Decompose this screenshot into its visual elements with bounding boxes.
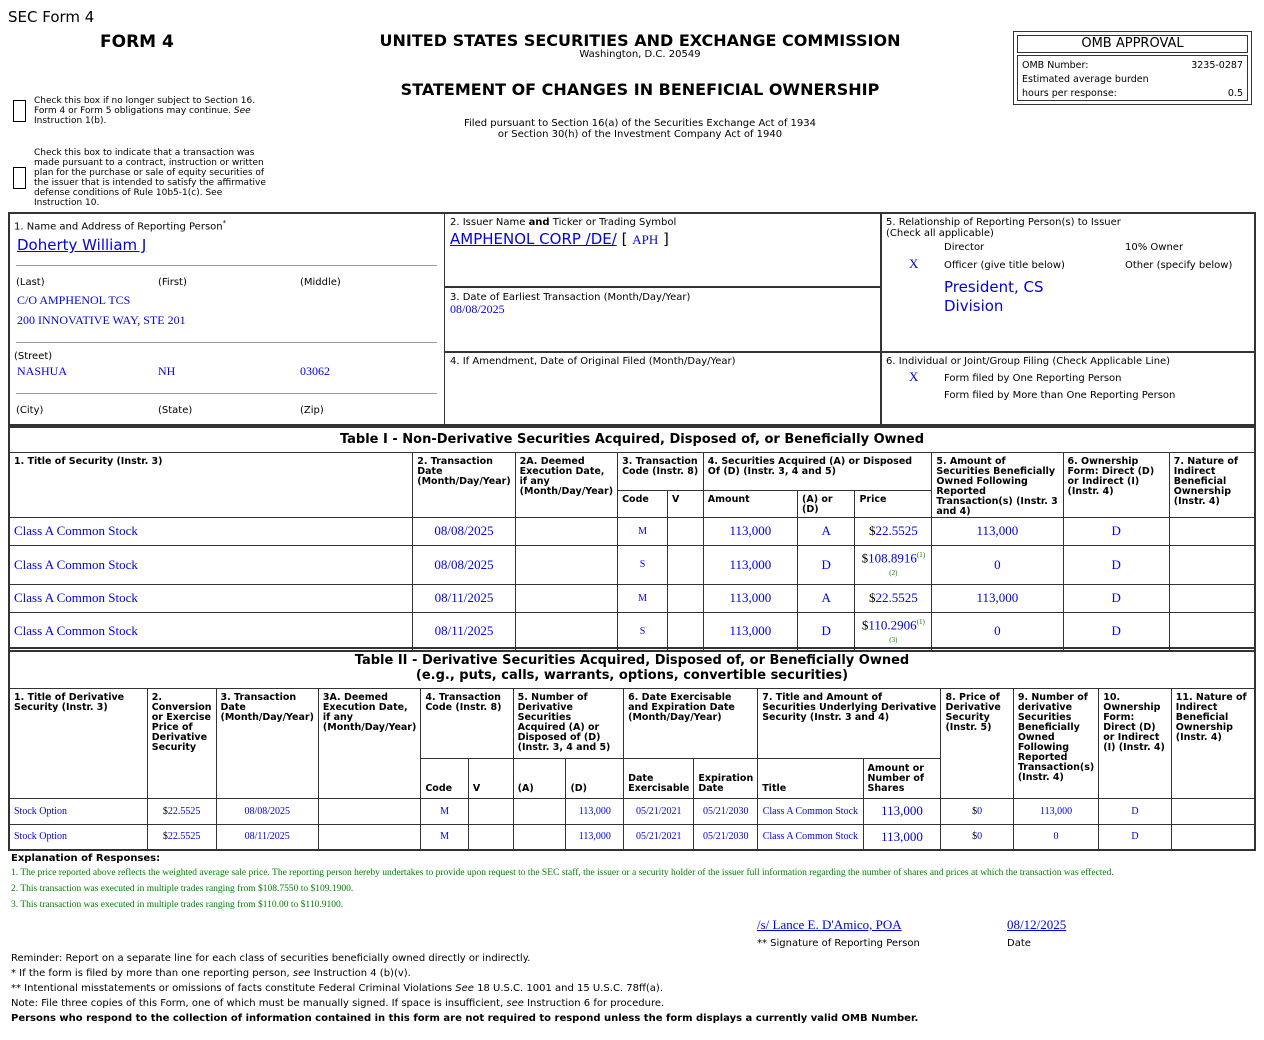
amendment-label: 4. If Amendment, Date of Original Filed (Month/Day/Year) (450, 356, 736, 367)
t2-h-nature: 11. Nature of Indirect Beneficial Ownership (Instr. 4) (1171, 688, 1255, 798)
state-value: NH (158, 364, 176, 378)
date-exercisable: 05/21/2021 (624, 824, 694, 850)
price: $22.5525 (855, 584, 932, 612)
signature-date[interactable]: 08/12/2025 (1007, 917, 1067, 932)
deemed-date (318, 798, 420, 824)
owned-following: 113,000 (1013, 798, 1098, 824)
ticker-symbol: APH (632, 232, 659, 247)
street-label: (Street) (14, 351, 53, 362)
nature (1169, 517, 1255, 545)
price: $22.5525 (855, 517, 932, 545)
explanation-title: Explanation of Responses: (11, 853, 161, 864)
transaction-date: 08/08/2025 (216, 798, 318, 824)
amount: 113,000 (703, 545, 797, 584)
transaction-code: S (618, 545, 668, 584)
table2-derivative (8, 647, 1256, 851)
conversion-price: $22.5525 (147, 798, 216, 824)
table-row (9, 545, 1255, 584)
earliest-date-label: 3. Date of Earliest Transaction (Month/Day/Year) (450, 292, 691, 303)
transaction-date: 08/08/2025 (413, 545, 515, 584)
omb-burden-label: Estimated average burden (1022, 74, 1149, 85)
transaction-code: M (618, 517, 668, 545)
officer-option: Officer (give title below) (944, 260, 1065, 271)
underlying-title: Class A Common Stock (758, 824, 863, 850)
zip-value: 03062 (300, 364, 330, 378)
other-option: Other (specify below) (1125, 260, 1233, 271)
footnote-2: 2. This transaction was executed in multiple trades ranging from $108.7550 to $109.1900. (11, 884, 354, 894)
deemed-date (515, 612, 617, 651)
t1-h-acquired: 4. Securities Acquired (A) or Disposed Of (D) (Instr. 3, 4 and 5) (703, 452, 932, 490)
ownership-form: D (1063, 612, 1169, 651)
derivative-price: $0 (941, 798, 1013, 824)
transaction-code: S (618, 612, 668, 651)
t2-h-uamount-sub: Amount or Number of Shares (863, 758, 941, 798)
t2-h-underlying: 7. Title and Amount of Securities Underlying Derivative Security (Instr. 3 and 4) (758, 688, 941, 758)
issuer-name-row: AMPHENOL CORP /DE/ [ APH ] (450, 230, 669, 248)
relationship-label: 5. Relationship of Reporting Person(s) to Issuer (Check all applicable) (886, 217, 1121, 239)
amount: 113,000 (703, 584, 797, 612)
signature-link[interactable]: /s/ Lance E. D'Amico, POA (757, 917, 902, 932)
t2-h-exercisable: 6. Date Exercisable and Expiration Date (Month/Day/Year) (624, 688, 758, 758)
form-title: FORM 4 (100, 32, 174, 52)
reminder-2: * If the form is filed by more than one reporting person, see Instruction 4 (b)(v). (11, 968, 411, 979)
director-option: Director (944, 242, 985, 253)
filing-one-option: Form filed by One Reporting Person (944, 373, 1122, 384)
acquired (513, 798, 566, 824)
table-row (9, 824, 1255, 850)
t2-h-exp-sub: Expiration Date (694, 758, 758, 798)
derivative-title: Stock Option (9, 824, 147, 850)
expiration-date: 05/21/2030 (694, 824, 758, 850)
transaction-code: M (618, 584, 668, 612)
omb-hours-label: hours per response: (1022, 88, 1117, 99)
acquired-disposed: A (798, 517, 855, 545)
acquired (513, 824, 566, 850)
nature (1169, 584, 1255, 612)
agency-city: Washington, D.C. 20549 (579, 49, 701, 60)
date-exercisable: 05/21/2021 (624, 798, 694, 824)
rule10b5-text: Check this box to indicate that a transaction was made pursuant to a contract, instruction or written plan for the purchase or sale of equity securities of the issuer that is intended to satisfy the affirmative defense conditions of Rule 10b5-1(c). See Instruction 10. (34, 148, 266, 208)
deemed-date (515, 584, 617, 612)
omb-approval-box (1013, 31, 1252, 105)
footnote-ref: (1) (916, 550, 926, 559)
omb-title: OMB APPROVAL (1017, 35, 1248, 53)
deemed-date (515, 517, 617, 545)
v-flag (468, 824, 513, 850)
transaction-date: 08/11/2025 (413, 584, 515, 612)
underlying-amount: 113,000 (863, 824, 941, 850)
filing-more-option: Form filed by More than One Reporting Person (944, 390, 1176, 401)
amount: 113,000 (703, 612, 797, 651)
reminder-4: Note: File three copies of this Form, one of which must be manually signed. If space is insufficient, see Instruction 6 for procedure. (11, 998, 665, 1009)
t2-h-title: 1. Title of Derivative Security (Instr. 3) (9, 688, 147, 798)
transaction-code: M (421, 798, 469, 824)
v-flag (667, 584, 703, 612)
t2-h-form: 10. Ownership Form: Direct (D) or Indirect (I) (Instr. 4) (1099, 688, 1172, 798)
table-row (9, 517, 1255, 545)
t1-h-amount: Amount (703, 490, 797, 517)
nature (1169, 545, 1255, 584)
amount: 113,000 (703, 517, 797, 545)
city-label: (City) (16, 405, 44, 416)
t2-h-d-sub: (D) (566, 758, 624, 798)
security-title: Class A Common Stock (9, 584, 413, 612)
transaction-date: 08/11/2025 (216, 824, 318, 850)
v-flag (667, 517, 703, 545)
footnote-ref: (1) (916, 617, 925, 626)
last-label: (Last) (16, 277, 45, 288)
reminder-5: Persons who respond to the collection of information contained in this form are not required to respond unless the form displays a currently valid OMB Number. (11, 1013, 919, 1024)
section16-checkbox[interactable] (13, 100, 26, 122)
expiration-date: 05/21/2030 (694, 798, 758, 824)
table-row (9, 584, 1255, 612)
acquired-disposed: D (798, 612, 855, 651)
reminder-3: ** Intentional misstatements or omissions of facts constitute Federal Criminal Violations See 18 U.S.C. 1001 and 15 U.S.C. 78ff(a). (11, 983, 664, 994)
table2-title: Table II - Derivative Securities Acquired, Disposed of, or Beneficially Owned (e.g., puts, calls, warrants, options, convertible securities) (9, 648, 1255, 688)
reminder-1: Reminder: Report on a separate line for each class of securities beneficially owned directly or indirectly. (11, 953, 531, 964)
security-title: Class A Common Stock (9, 545, 413, 584)
state-label: (State) (158, 405, 193, 416)
conversion-price: $22.5525 (147, 824, 216, 850)
owned-following: 0 (1013, 824, 1098, 850)
section16-text: Check this box if no longer subject to Section 16. Form 4 or Form 5 obligations may continue. See Instruction 1(b). (34, 96, 256, 126)
t1-h-title: 1. Title of Security (Instr. 3) (9, 452, 413, 517)
t2-h-code: 4. Transaction Code (Instr. 8) (421, 688, 513, 758)
underlying-amount: 113,000 (863, 798, 941, 824)
v-flag (468, 798, 513, 824)
owned-following: 0 (932, 612, 1063, 651)
price: $108.8916$^{(1)}$ (2) (855, 545, 932, 584)
ten-pct-owner-option: 10% Owner (1125, 242, 1184, 253)
disposed: 113,000 (566, 798, 624, 824)
signature-label: ** Signature of Reporting Person (757, 938, 920, 949)
derivative-title: Stock Option (9, 798, 147, 824)
filed-pursuant: Filed pursuant to Section 16(a) of the Securities Exchange Act of 1934 or Section 30(h) of the Investment Company Act of 1940 (464, 118, 816, 140)
table-row (9, 798, 1255, 824)
ownership-form: D (1063, 584, 1169, 612)
footnote-ref: (2) (889, 569, 898, 578)
omb-number: 3235-0287 (1191, 60, 1243, 71)
reporting-person-label: 1. Name and Address of Reporting Person* (14, 219, 227, 233)
owned-following: 113,000 (932, 584, 1063, 612)
acquired-disposed: D (798, 545, 855, 584)
deemed-date (318, 824, 420, 850)
form-tag: SEC Form 4 (8, 8, 95, 26)
t2-h-date: 3. Transaction Date (Month/Day/Year) (216, 688, 318, 798)
footnote-ref: (3) (889, 635, 898, 644)
zip-label: (Zip) (300, 405, 324, 416)
t2-h-number: 5. Number of Derivative Securities Acquired (A) or Disposed of (D) (Instr. 3, 4 and 5) (513, 688, 624, 758)
officer-check-mark: X (909, 256, 919, 271)
t1-h-price: Price (855, 490, 932, 517)
omb-number-label: OMB Number: (1022, 60, 1089, 71)
v-flag (667, 612, 703, 651)
footnote-1: 1. The price reported above reflects the weighted average sale price. The reporting person hereby undertakes to provide upon request to the SEC staff, the issuer or a security holder of the issuer full information regarding the number of shares and prices at which the transaction was effected. (11, 868, 1114, 878)
owned-following: 113,000 (932, 517, 1063, 545)
ownership-form: D (1063, 517, 1169, 545)
statement-title: STATEMENT OF CHANGES IN BENEFICIAL OWNERSHIP (400, 80, 880, 99)
table-row (9, 612, 1255, 651)
city-value: NASHUA (17, 364, 68, 378)
earliest-date: 08/08/2025 (450, 302, 505, 316)
table1-title: Table I - Non-Derivative Securities Acquired, Disposed of, or Beneficially Owned (9, 427, 1255, 452)
acquired-disposed: A (798, 584, 855, 612)
rule10b5-checkbox[interactable] (13, 167, 26, 189)
underlying-title: Class A Common Stock (758, 798, 863, 824)
t2-h-conversion: 2. Conversion or Exercise Price of Derivative Security (147, 688, 216, 798)
security-title: Class A Common Stock (9, 517, 413, 545)
t1-h-form: 6. Ownership Form: Direct (D) or Indirect (I) (Instr. 4) (1063, 452, 1169, 517)
t1-h-aord: (A) or (D) (798, 490, 855, 517)
disposed: 113,000 (566, 824, 624, 850)
t1-h-v-sub: V (667, 490, 703, 517)
officer-title: President, CS Division (944, 278, 1044, 315)
t2-h-utitle-sub: Title (758, 758, 863, 798)
v-flag (667, 545, 703, 584)
t2-h-deemed: 3A. Deemed Execution Date, if any (Month/Day/Year) (318, 688, 420, 798)
omb-hours: 0.5 (1227, 88, 1243, 99)
derivative-price: $0 (941, 824, 1013, 850)
t2-h-v-sub: V (468, 758, 513, 798)
ownership-form: D (1063, 545, 1169, 584)
nature (1171, 798, 1255, 824)
t1-h-date: 2. Transaction Date (Month/Day/Year) (413, 452, 515, 517)
middle-label: (Middle) (300, 277, 341, 288)
t2-h-a-sub: (A) (513, 758, 566, 798)
transaction-date: 08/11/2025 (413, 612, 515, 651)
table1-non-derivative (8, 426, 1256, 652)
issuer-link[interactable]: AMPHENOL CORP /DE/ (450, 230, 617, 248)
transaction-date: 08/08/2025 (413, 517, 515, 545)
t2-h-code-sub: Code (421, 758, 469, 798)
filing-check-mark: X (909, 369, 919, 384)
reporting-person-link[interactable]: Doherty William J (17, 236, 147, 254)
address-line1: C/O AMPHENOL TCS (17, 293, 131, 307)
owned-following: 0 (932, 545, 1063, 584)
first-label: (First) (158, 277, 187, 288)
t2-h-price: 8. Price of Derivative Security (Instr. 5) (941, 688, 1013, 798)
agency-title: UNITED STATES SECURITIES AND EXCHANGE COMMISSION (379, 31, 901, 50)
t1-h-owned: 5. Amount of Securities Beneficially Owned Following Reported Transaction(s) (Instr. 3 and 4) (932, 452, 1063, 517)
t2-h-exer-sub: Date Exercisable (624, 758, 694, 798)
issuer-label: 2. Issuer Name and Ticker or Trading Symbol (450, 217, 677, 228)
signature-date-label: Date (1007, 938, 1031, 949)
footnote-3: 3. This transaction was executed in multiple trades ranging from $110.00 to $110.9100. (11, 900, 344, 910)
ownership-form: D (1099, 798, 1172, 824)
security-title: Class A Common Stock (9, 612, 413, 651)
t2-h-owned: 9. Number of derivative Securities Beneficially Owned Following Reported Transaction(s) (Instr. 4) (1013, 688, 1098, 798)
t1-h-deemed: 2A. Deemed Execution Date, if any (Month/Day/Year) (515, 452, 617, 517)
filing-label: 6. Individual or Joint/Group Filing (Check Applicable Line) (886, 356, 1171, 367)
address-line2: 200 INNOVATIVE WAY, STE 201 (17, 313, 186, 327)
t1-h-code-sub: Code (618, 490, 668, 517)
deemed-date (515, 545, 617, 584)
t1-h-code: 3. Transaction Code (Instr. 8) (618, 452, 704, 490)
transaction-code: M (421, 824, 469, 850)
nature (1171, 824, 1255, 850)
ownership-form: D (1099, 824, 1172, 850)
nature (1169, 612, 1255, 651)
price: $110.2906$^{(1)}$ (3) (855, 612, 932, 651)
t1-h-nature: 7. Nature of Indirect Beneficial Ownership (Instr. 4) (1169, 452, 1255, 517)
